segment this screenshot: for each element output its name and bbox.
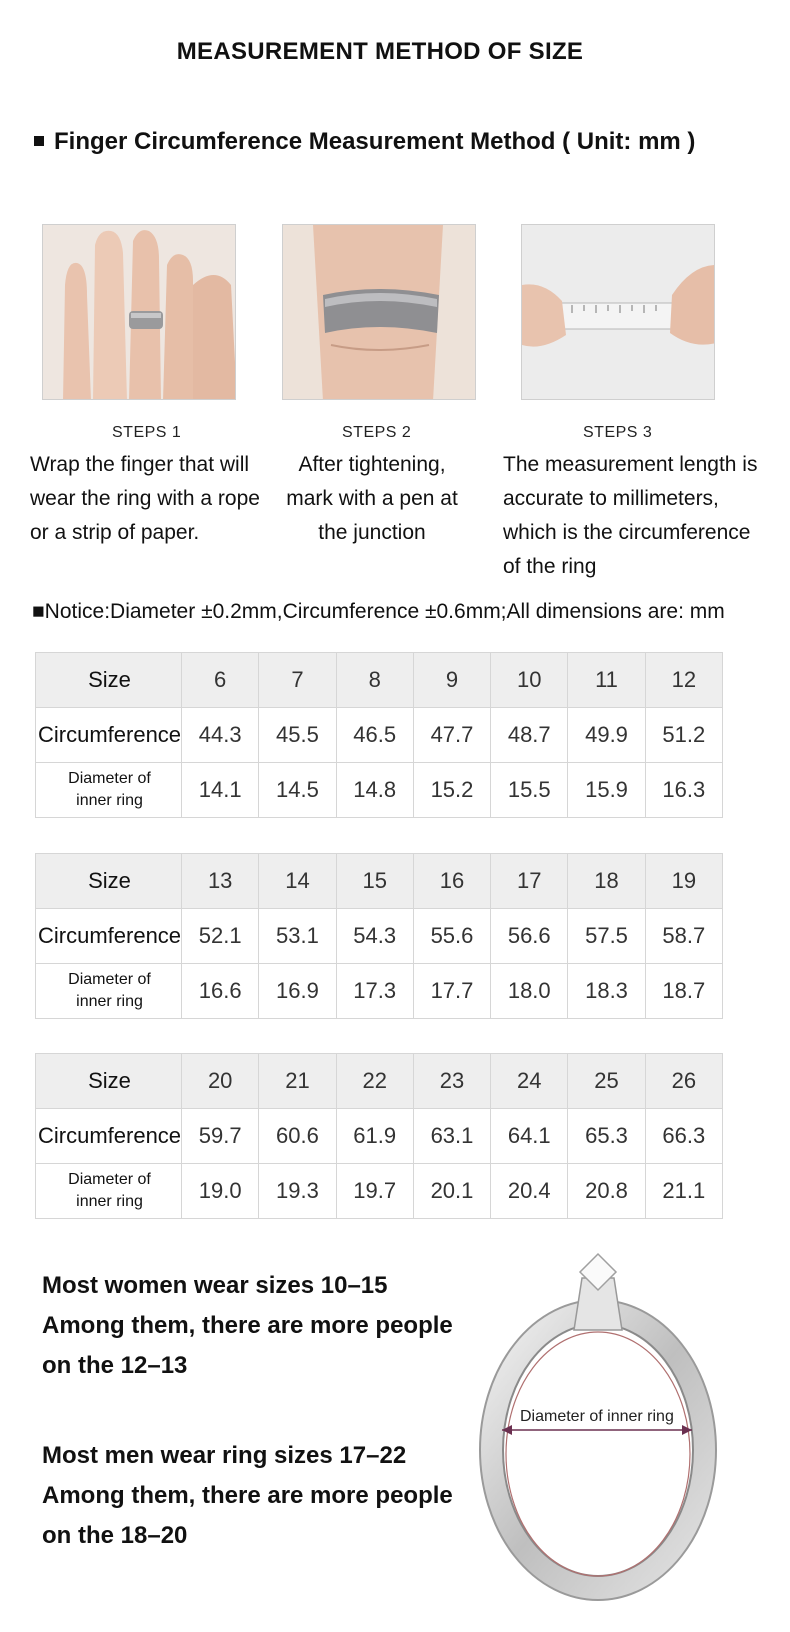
size-cell: 12 — [645, 653, 722, 708]
diameter-cell: 17.3 — [336, 964, 413, 1019]
diameter-cell: 16.3 — [645, 763, 722, 818]
note-line: Among them, there are more people — [42, 1312, 453, 1339]
diameter-cell: 14.1 — [182, 763, 259, 818]
diameter-label-line1: Diameter of — [68, 770, 151, 787]
section-heading — [34, 128, 695, 156]
size-cell: 11 — [568, 653, 645, 708]
square-bullet-icon — [34, 136, 44, 146]
circumference-cell: 58.7 — [645, 909, 722, 964]
women-sizes-note — [42, 1266, 453, 1386]
diameter-label-line2: inner ring — [76, 1193, 143, 1210]
table-row-diameter — [36, 1164, 723, 1219]
table-row-diameter — [36, 763, 723, 818]
circumference-cell: 52.1 — [182, 909, 259, 964]
diameter-cell: 16.9 — [259, 964, 336, 1019]
circumference-cell: 47.7 — [413, 708, 490, 763]
step-3-title: STEPS 3 — [583, 424, 653, 441]
page-title: MEASUREMENT METHOD OF SIZE — [176, 38, 584, 65]
circumference-cell: 54.3 — [336, 909, 413, 964]
circumference-label: Circumference — [36, 909, 182, 964]
size-cell: 15 — [336, 854, 413, 909]
step-3 — [503, 224, 761, 584]
size-cell: 26 — [645, 1054, 722, 1109]
size-cell: 14 — [259, 854, 336, 909]
notice-text: ■Notice:Diameter ±0.2mm,Circumference ±0.6mm;All dimensions are: mm — [32, 600, 725, 623]
table-row-circumference — [36, 909, 723, 964]
step-2 — [282, 224, 522, 550]
diameter-cell: 15.5 — [491, 763, 568, 818]
size-cell: 23 — [413, 1054, 490, 1109]
diameter-label — [36, 1164, 182, 1219]
step-3-photo — [521, 224, 715, 400]
table-row-size — [36, 854, 723, 909]
diameter-cell: 17.7 — [413, 964, 490, 1019]
size-cell: 18 — [568, 854, 645, 909]
diameter-cell: 19.7 — [336, 1164, 413, 1219]
step-2-photo — [282, 224, 476, 400]
step-2-text: After tightening, mark with a pen at the junction — [286, 453, 458, 544]
diameter-cell: 19.3 — [259, 1164, 336, 1219]
note-line: Among them, there are more people — [42, 1482, 453, 1509]
diameter-label — [36, 763, 182, 818]
circumference-cell: 57.5 — [568, 909, 645, 964]
ring-illustration — [470, 1250, 730, 1620]
table-row-circumference — [36, 1109, 723, 1164]
diameter-cell: 15.2 — [413, 763, 490, 818]
circumference-cell: 60.6 — [259, 1109, 336, 1164]
diameter-label-line1: Diameter of — [68, 971, 151, 988]
circumference-cell: 46.5 — [336, 708, 413, 763]
circumference-cell: 63.1 — [413, 1109, 490, 1164]
diameter-cell: 16.6 — [182, 964, 259, 1019]
circumference-cell: 53.1 — [259, 909, 336, 964]
diameter-cell: 14.8 — [336, 763, 413, 818]
circumference-label: Circumference — [36, 1109, 182, 1164]
size-cell: 9 — [413, 653, 490, 708]
circumference-cell: 48.7 — [491, 708, 568, 763]
men-sizes-note — [42, 1436, 453, 1556]
diameter-label — [36, 964, 182, 1019]
step-1-photo — [42, 224, 236, 400]
diameter-cell: 18.3 — [568, 964, 645, 1019]
diameter-cell: 20.8 — [568, 1164, 645, 1219]
circumference-cell: 45.5 — [259, 708, 336, 763]
table-row-size — [36, 653, 723, 708]
circumference-label: Circumference — [36, 708, 182, 763]
circumference-cell: 61.9 — [336, 1109, 413, 1164]
size-cell: 8 — [336, 653, 413, 708]
diameter-label-line2: inner ring — [76, 792, 143, 809]
size-cell: 22 — [336, 1054, 413, 1109]
note-line: on the 18–20 — [42, 1522, 188, 1549]
step-2-title: STEPS 2 — [342, 424, 412, 441]
table-row-diameter — [36, 964, 723, 1019]
ring-icon — [470, 1250, 730, 1620]
step-1-title: STEPS 1 — [112, 424, 182, 441]
size-cell: 25 — [568, 1054, 645, 1109]
diameter-label-line1: Diameter of — [68, 1171, 151, 1188]
circumference-cell: 49.9 — [568, 708, 645, 763]
note-line: on the 12–13 — [42, 1352, 188, 1379]
size-cell: 17 — [491, 854, 568, 909]
circumference-cell: 59.7 — [182, 1109, 259, 1164]
size-cell: 19 — [645, 854, 722, 909]
diameter-cell: 15.9 — [568, 763, 645, 818]
step-1 — [30, 224, 282, 550]
circumference-cell: 51.2 — [645, 708, 722, 763]
size-cell: 13 — [182, 854, 259, 909]
section-heading-text: Finger Circumference Measurement Method ( Unit: mm ) — [54, 128, 696, 155]
note-line: Most women wear sizes 10–15 — [42, 1272, 388, 1299]
size-cell: 24 — [491, 1054, 568, 1109]
table-row-size — [36, 1054, 723, 1109]
diameter-cell: 20.1 — [413, 1164, 490, 1219]
diameter-cell: 18.0 — [491, 964, 568, 1019]
note-line: Most men wear ring sizes 17–22 — [42, 1442, 407, 1469]
circumference-cell: 65.3 — [568, 1109, 645, 1164]
size-cell: 21 — [259, 1054, 336, 1109]
size-cell: 20 — [182, 1054, 259, 1109]
size-table-1 — [35, 652, 723, 818]
size-cell: 10 — [491, 653, 568, 708]
size-label: Size — [36, 1054, 182, 1109]
size-label: Size — [36, 854, 182, 909]
step-1-text: Wrap the finger that will wear the ring with a rope or a strip of paper. — [30, 453, 260, 544]
size-cell: 7 — [259, 653, 336, 708]
diameter-cell: 14.5 — [259, 763, 336, 818]
circumference-cell: 55.6 — [413, 909, 490, 964]
diameter-cell: 20.4 — [491, 1164, 568, 1219]
circumference-cell: 64.1 — [491, 1109, 568, 1164]
size-table-3 — [35, 1053, 723, 1219]
ring-diameter-caption: Diameter of inner ring — [520, 1408, 674, 1425]
diameter-cell: 19.0 — [182, 1164, 259, 1219]
circumference-cell: 66.3 — [645, 1109, 722, 1164]
circumference-cell: 44.3 — [182, 708, 259, 763]
table-row-circumference — [36, 708, 723, 763]
diameter-cell: 21.1 — [645, 1164, 722, 1219]
step-3-text: The measurement length is accurate to millimeters, which is the circumference of the ring — [503, 453, 758, 578]
diameter-label-line2: inner ring — [76, 993, 143, 1010]
diameter-cell: 18.7 — [645, 964, 722, 1019]
size-label: Size — [36, 653, 182, 708]
size-cell: 16 — [413, 854, 490, 909]
size-cell: 6 — [182, 653, 259, 708]
circumference-cell: 56.6 — [491, 909, 568, 964]
size-table-2 — [35, 853, 723, 1019]
